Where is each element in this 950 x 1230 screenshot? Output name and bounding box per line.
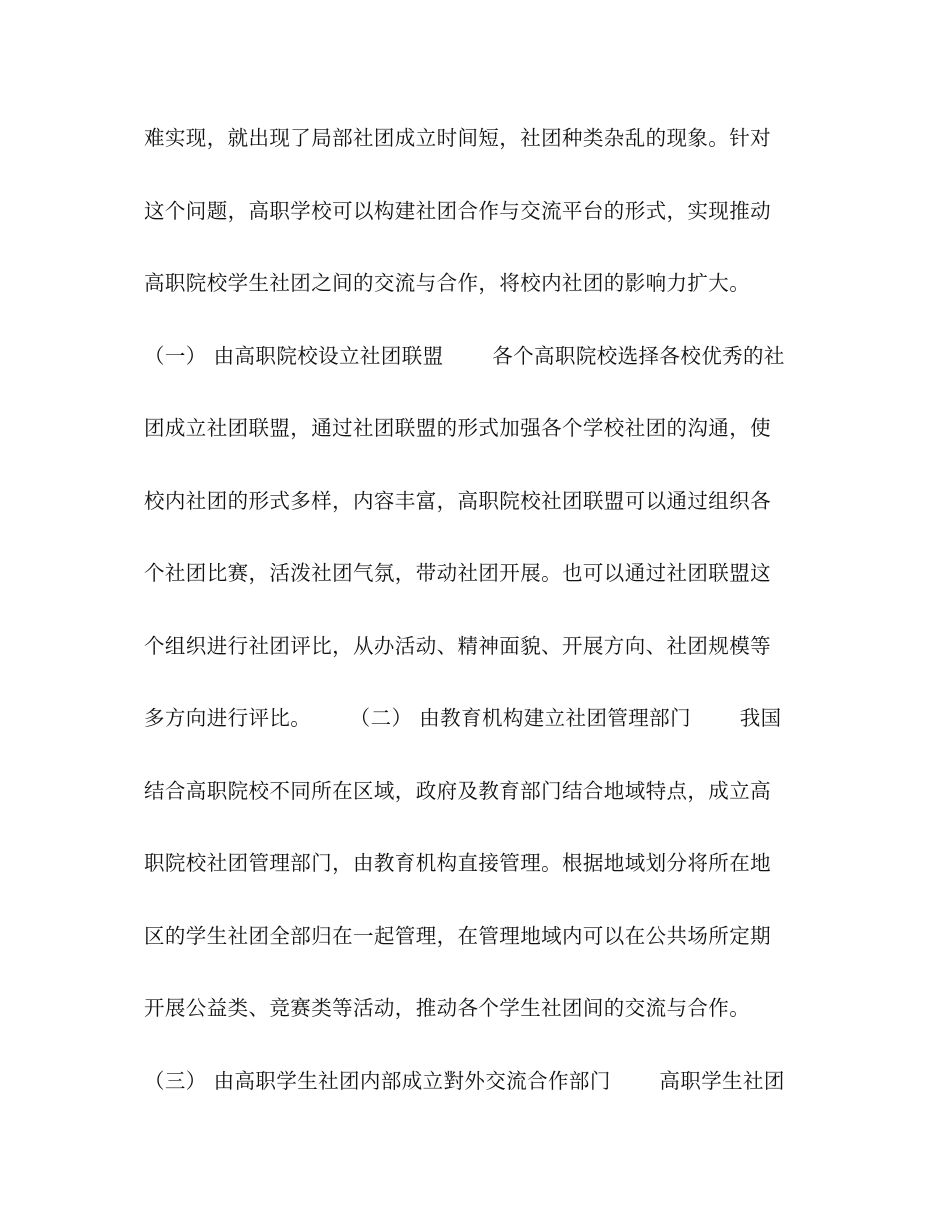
body-text xyxy=(144,118,804,1133)
text-line: （三） 由高职学生社团内部成立對外交流合作部门 高职学生社团 xyxy=(144,1068,785,1093)
text-line: 这个问题，高职学校可以构建社团合作与交流平台的形式，实现推动 xyxy=(144,198,771,223)
text-line: 高职院校学生社团之间的交流与合作，将校内社团的影响力扩大。 xyxy=(144,271,751,295)
text-line: 个社团比赛，活泼社团气氛，带动社团开展。也可以通过社团联盟这 xyxy=(144,561,771,585)
text-line: 职院校社团管理部门，由教育机构直接管理。根据地域划分将所在地 xyxy=(144,851,771,875)
text-line: 区的学生社团全部归在一起管理，在管理地域内可以在公共场所定期 xyxy=(144,923,771,948)
text-line: 结合高职院校不同所在区域，政府及教育部门结合地域特点，成立高 xyxy=(144,778,771,803)
text-line: 团成立社团联盟，通过社团联盟的形式加强各个学校社团的沟通，使 xyxy=(144,416,771,440)
text-line: 校内社团的形式多样，内容丰富，高职院校社团联盟可以通过组织各 xyxy=(144,488,771,513)
text-line: 多方向进行评比。 （二） 由教育机构建立社团管理部门 我国 xyxy=(144,706,782,730)
text-line: 难实现，就出现了局部社团成立时间短，社团种类杂乱的现象。针对 xyxy=(144,126,771,150)
text-line: （一） 由高职院校设立社团联盟 各个高职院校选择各校优秀的社 xyxy=(144,343,785,368)
text-line: 个组织进行社团评比，从办活动、精神面貌、开展方向、社团规模等 xyxy=(144,633,771,658)
text-line: 开展公益类、竞赛类等活动，推动各个学生社团间的交流与合作。 xyxy=(144,996,751,1020)
